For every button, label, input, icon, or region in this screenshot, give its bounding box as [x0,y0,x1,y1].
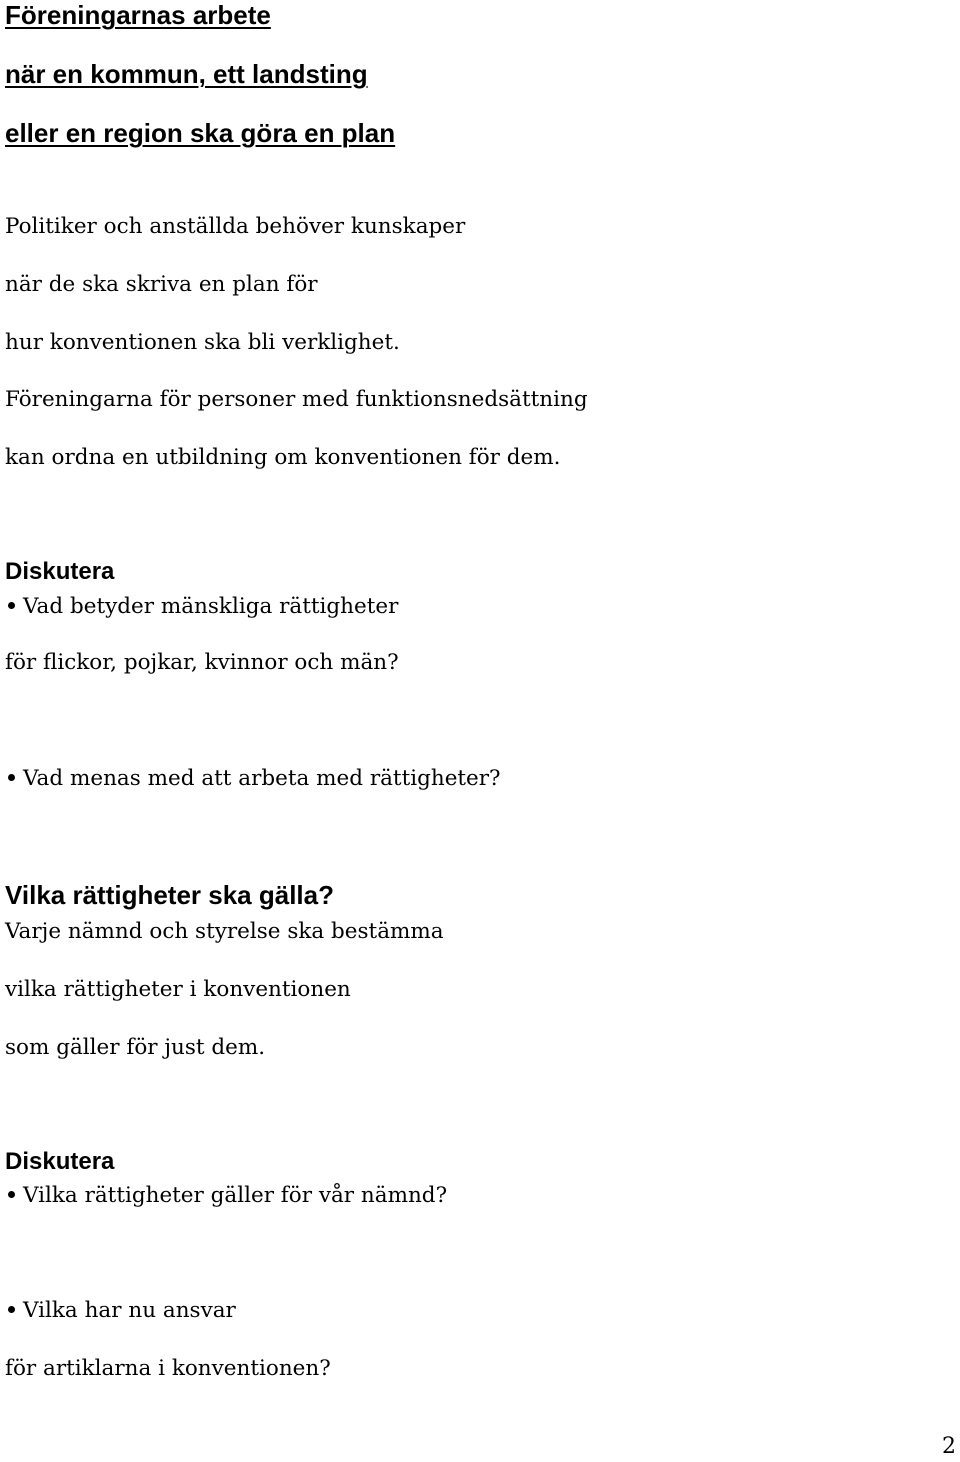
bullet-text: Vilka rättigheter gäller för vår nämnd? [23,1183,448,1208]
bullet-text: Vad betyder mänskliga rättigheter [23,594,399,619]
bullet-item [5,766,501,791]
discuss-heading: Diskutera [5,558,115,585]
paragraph-line: som gäller för just dem. [5,1035,266,1060]
bullet-icon [8,1191,15,1198]
bullet-icon [8,774,15,781]
bullet-text: Vilka har nu ansvar [23,1298,236,1323]
bullet-icon [8,602,15,609]
section-heading: Vilka rättigheter ska gälla? [5,880,334,910]
paragraph-line: Föreningarna för personer med funktionsnedsättning [5,387,588,412]
paragraph-line: när de ska skriva en plan för [5,272,318,297]
paragraph-line: Politiker och anställda behöver kunskaper [5,214,466,239]
discuss-heading: Diskutera [5,1148,115,1175]
paragraph-line: kan ordna en utbildning om konventionen för dem. [5,445,561,470]
heading-line-1: Föreningarnas arbete [5,0,271,30]
bullet-continuation: för flickor, pojkar, kvinnor och män? [5,650,399,675]
bullet-continuation: för artiklarna i konventionen? [5,1356,331,1381]
heading-line-2: när en kommun, ett landsting [5,59,368,89]
paragraph-line: vilka rättigheter i konventionen [5,977,351,1002]
heading-line-3: eller en region ska göra en plan [5,118,396,148]
bullet-item [5,594,398,619]
paragraph-line: Varje nämnd och styrelse ska bestämma [5,919,444,944]
bullet-item [5,1183,447,1208]
bullet-icon [8,1306,15,1313]
page-number: 2 [942,1434,956,1459]
bullet-text: Vad menas med att arbeta med rättigheter? [23,766,501,791]
bullet-item [5,1298,236,1323]
paragraph-line: hur konventionen ska bli verklighet. [5,330,400,355]
